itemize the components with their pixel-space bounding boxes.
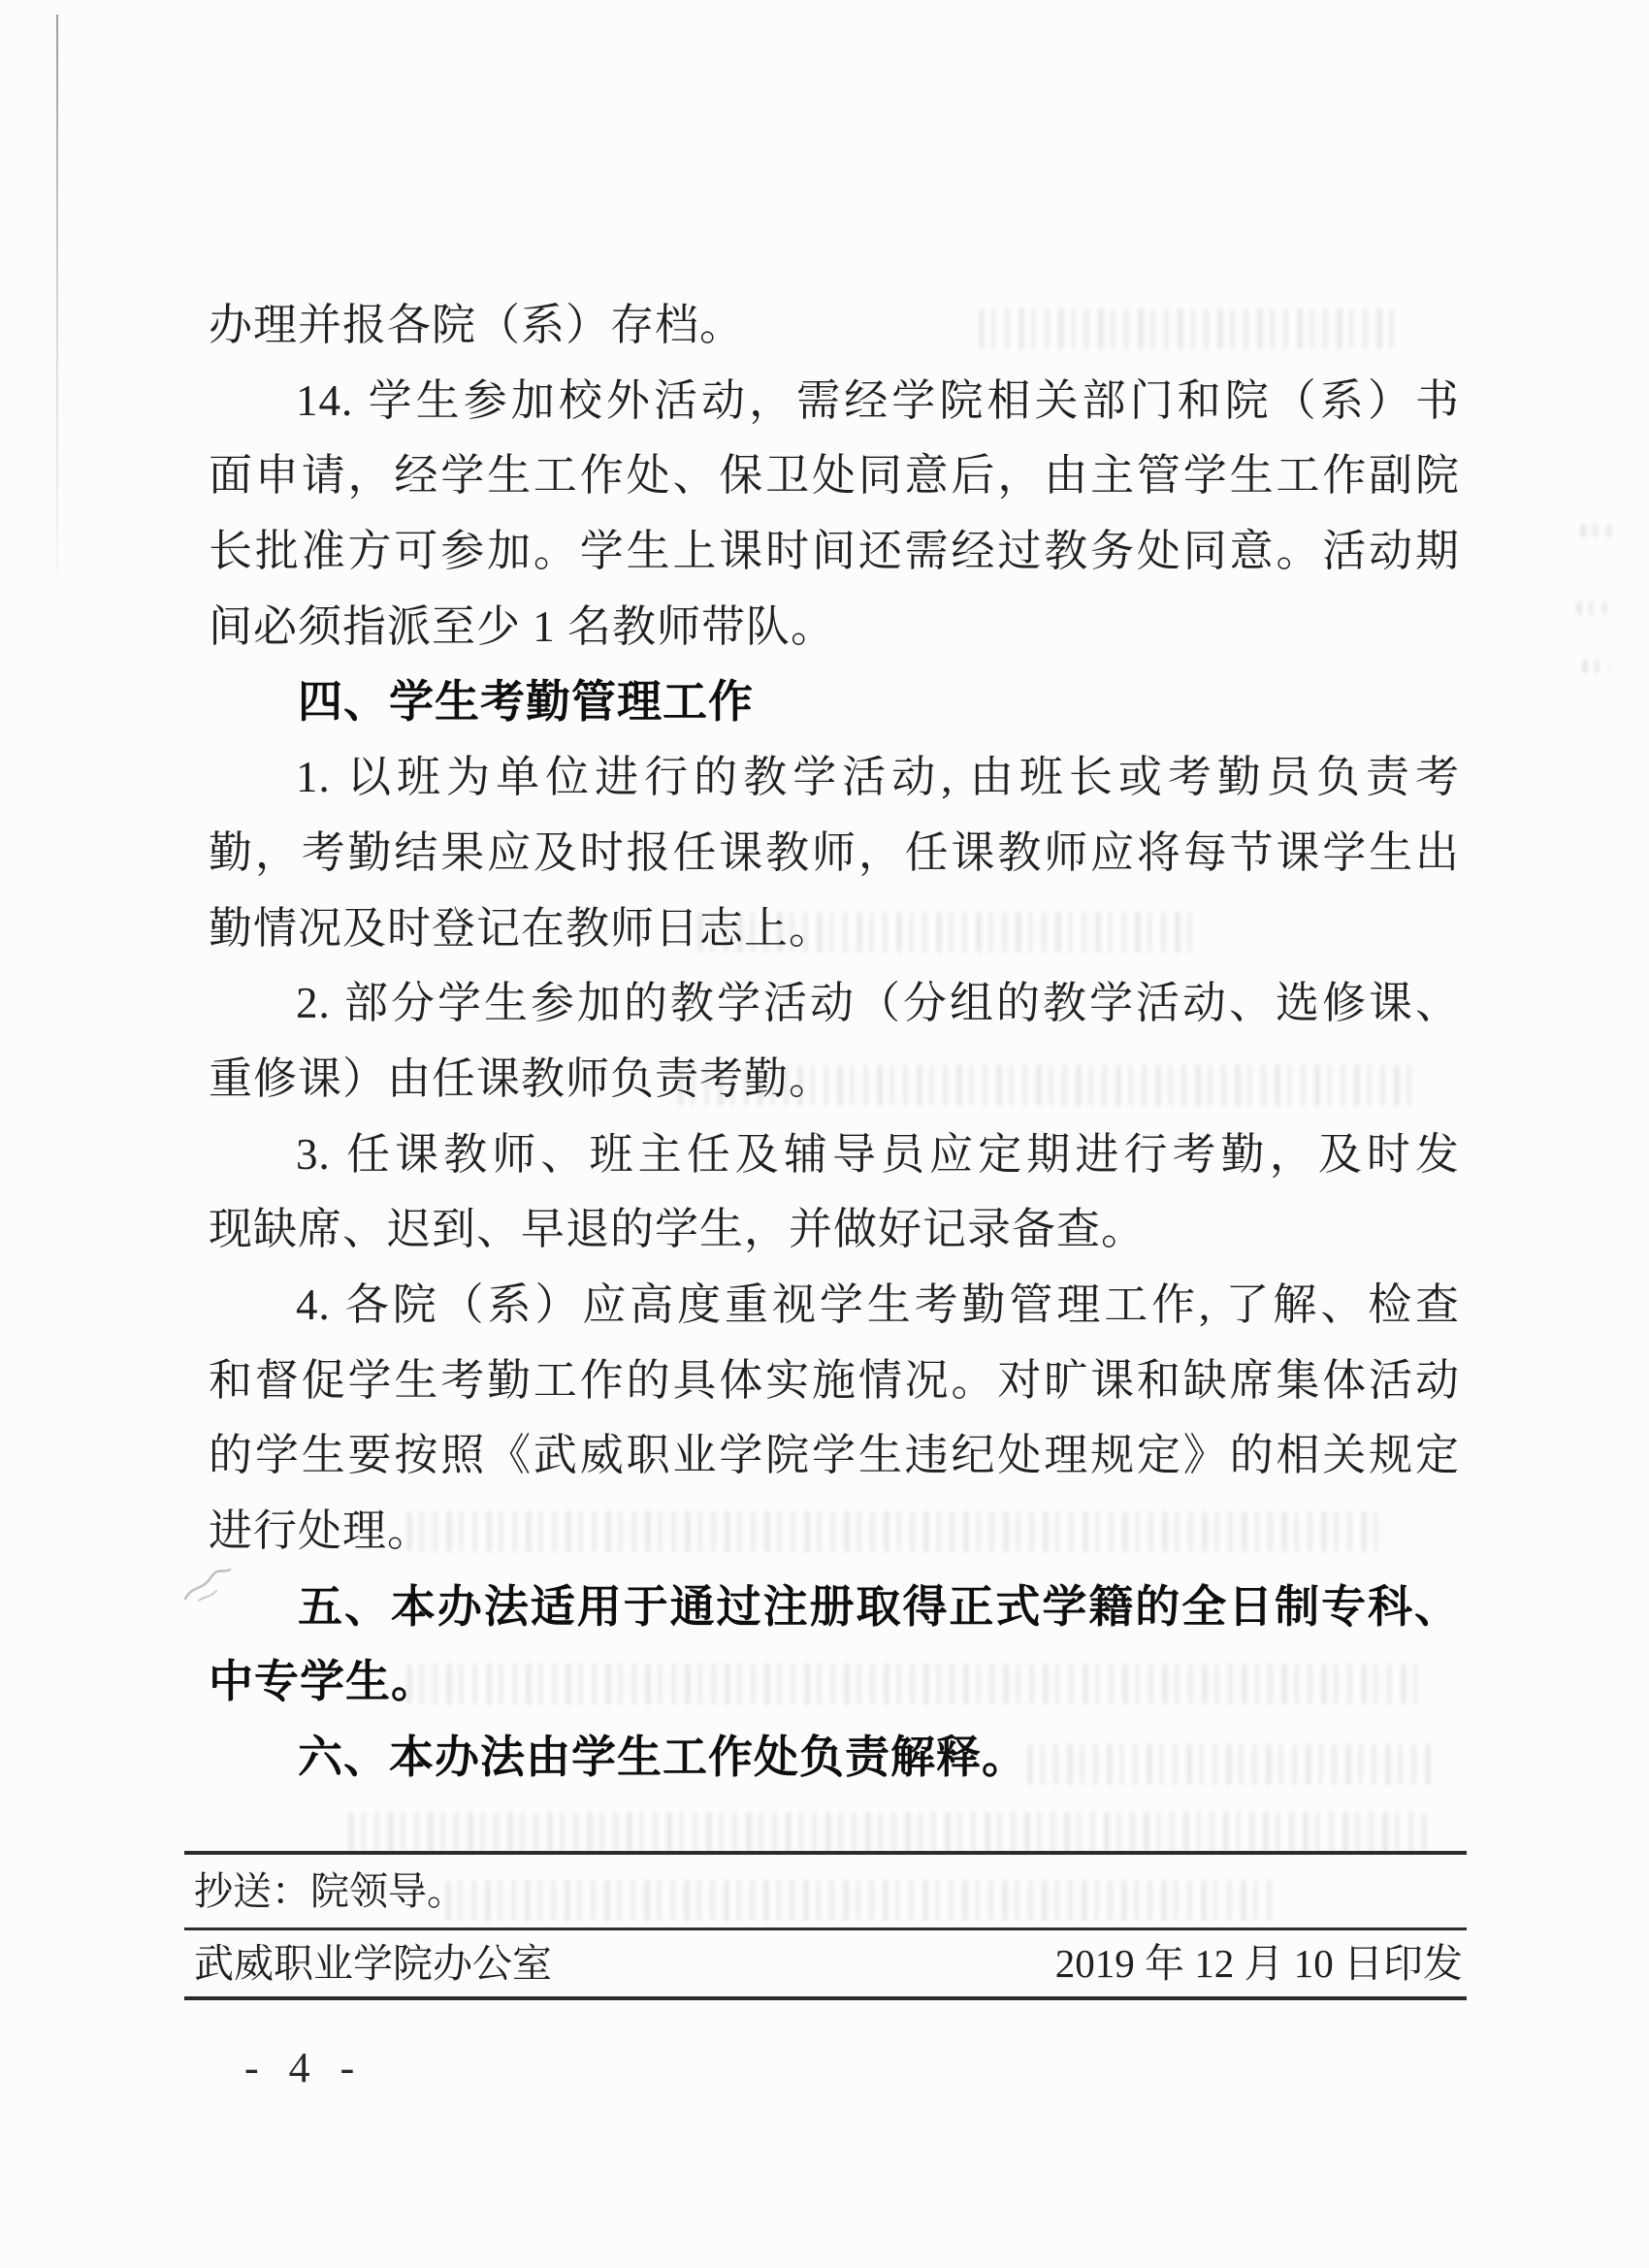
- text-line: 1. 以班为单位进行的教学活动, 由班长或考勤员负责考: [296, 753, 1460, 802]
- text-line: 进行处理。: [209, 1507, 433, 1555]
- text-line: 重修课）由任课教师负责考勤。: [209, 1053, 834, 1103]
- text-line: 2. 部分学生参加的教学活动（分组的教学活动、选修课、: [296, 979, 1460, 1028]
- text-line: 面申请，经学生工作处、保卫处同意后，由主管学生工作副院: [209, 451, 1460, 501]
- ink-bleed-artifact: [1577, 601, 1606, 615]
- text-line: 现缺席、迟到、早退的学生，并做好记录备查。: [209, 1205, 1147, 1254]
- text-line: 六、本办法由学生工作处负责解释。: [298, 1732, 1027, 1783]
- ink-bleed-artifact: [349, 1812, 1426, 1853]
- ink-bleed-artifact: [1581, 524, 1614, 537]
- text-line: 五、本办法适用于通过注册取得正式学籍的全日制专科、: [298, 1580, 1460, 1632]
- ink-bleed-artifact: [1583, 660, 1610, 673]
- issue-line: [194, 1930, 1463, 1996]
- text-line: 长批准方可参加。学生上课时间还需经过教务处同意。活动期: [209, 527, 1460, 576]
- document-footer: [184, 1851, 1467, 2000]
- issuing-office: 武威职业学院办公室: [194, 1941, 552, 1986]
- text-line: 和督促学生考勤工作的具体实施情况。对旷课和缺席集体活动: [209, 1355, 1460, 1405]
- text-line: 4. 各院（系）应高度重视学生考勤管理工作, 了解、检查: [296, 1280, 1460, 1329]
- text-line: 中专学生。: [209, 1656, 436, 1707]
- page-number: - 4 -: [244, 2044, 365, 2091]
- text-line: 办理并报各院（系）存档。: [209, 301, 745, 349]
- text-line: 勤情况及时登记在教师日志上。: [209, 903, 834, 953]
- text-line: 3. 任课教师、班主任及辅导员应定期进行考勤，及时发: [296, 1129, 1460, 1179]
- text-line: 的学生要按照《武威职业学院学生违纪处理规定》的相关规定: [209, 1431, 1460, 1480]
- cc-line: 抄送：院领导。: [194, 1869, 466, 1913]
- text-line: 四、学生考勤管理工作: [298, 676, 754, 728]
- footer-rule-bottom: [184, 1996, 1467, 2000]
- text-line: 间必须指派至少 1 名教师带队。: [209, 601, 836, 651]
- print-date: 2019 年 12 月 10 日印发: [1054, 1941, 1463, 1986]
- document-body: [209, 288, 1460, 1796]
- scan-fold-line-artifact: [56, 15, 58, 572]
- text-line: 勤，考勤结果应及时报任课教师，任课教师应将每节课学生出: [209, 827, 1460, 877]
- text-line: 14. 学生参加校外活动，需经学院相关部门和院（系）书: [296, 375, 1460, 425]
